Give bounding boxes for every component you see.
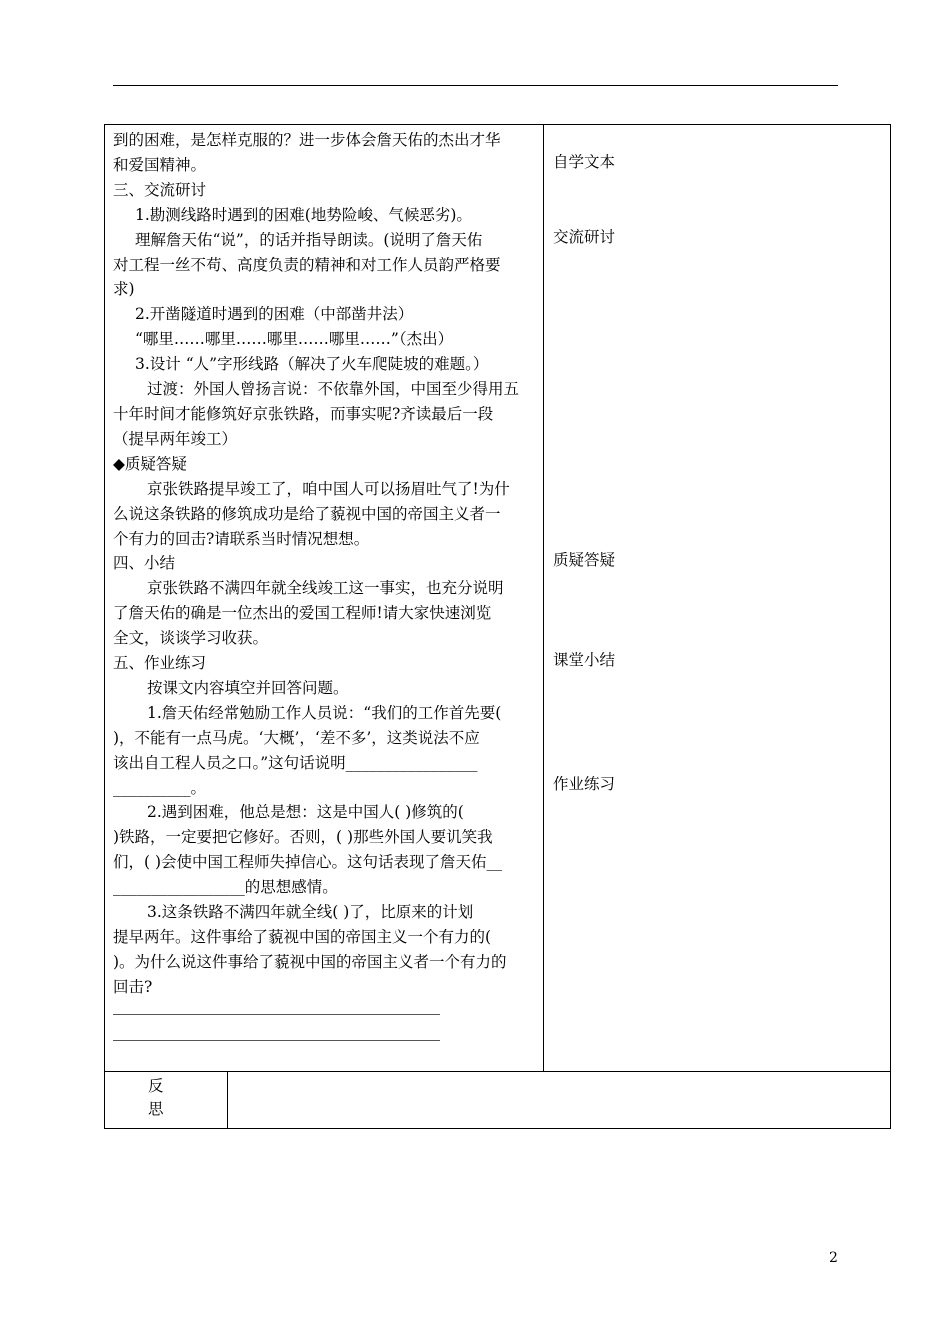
exercise-line: 1.詹天佑经常勉励工作人员说：“我们的工作首先要(	[147, 703, 502, 722]
side-label-discussion: 交流研讨	[553, 228, 616, 246]
content-line: 全文，谈谈学习收获。	[113, 629, 269, 648]
exercise-line: __________。	[113, 778, 207, 797]
section-heading: 三、交流研讨	[113, 180, 207, 199]
content-line: 求)	[113, 280, 135, 299]
exercise-line: 们，( )会使中国工程师失掉信心。这句话表现了詹天佑__	[113, 853, 503, 872]
section-heading: 五、作业练习	[113, 654, 207, 673]
answer-blank-line	[113, 1014, 440, 1015]
exercise-line: 回击?	[113, 977, 153, 996]
exercise-line: )，不能有一点马虎。‘大概’，‘差不多’，这类说法不应	[113, 728, 480, 747]
content-line: “哪里……哪里……哪里……哪里……”（杰出）	[135, 330, 454, 349]
exercise-line: )铁路，一定要把它修好。否则，( )那些外国人要讥笑我	[113, 828, 493, 847]
content-line: 个有力的回击?请联系当时情况想想。	[113, 529, 370, 548]
exercise-line: )。为什么说这件事给了藐视中国的帝国主义者一个有力的	[113, 952, 507, 971]
side-label-self-study: 自学文本	[553, 153, 616, 171]
content-line: 到的困难，是怎样克服的？进一步体会詹天佑的杰出才华	[113, 131, 501, 149]
reflection-column-divider	[227, 1071, 228, 1129]
content-line: 3.设计 “人”字形线路（解决了火车爬陡坡的难题。）	[135, 355, 489, 374]
content-line: 过渡：外国人曾扬言说：不依靠外国，中国至少得用五	[147, 380, 520, 399]
exercise-line: 3.这条铁路不满四年就全线( )了，比原来的计划	[147, 903, 474, 922]
reflection-label-char: 思	[148, 1100, 164, 1118]
section-heading: 四、小结	[113, 554, 176, 573]
side-label-summary: 课堂小结	[553, 651, 616, 669]
column-divider	[543, 124, 544, 1071]
content-line: （提早两年竣工）	[113, 429, 238, 448]
side-label-homework: 作业练习	[553, 775, 616, 793]
lesson-content	[113, 128, 538, 1000]
content-line: 京张铁路不满四年就全线竣工这一事实，也充分说明	[147, 579, 504, 598]
side-label-qa: 质疑答疑	[553, 551, 616, 569]
content-line: 京张铁路提早竣工了，咱中国人可以扬眉吐气了!为什	[147, 479, 510, 498]
exercise-line: 2.遇到困难，他总是想：这是中国人( )修筑的(	[147, 803, 464, 822]
content-line: 和爱国精神。	[113, 155, 207, 174]
content-line: 对工程一丝不苟、高度负责的精神和对工作人员韵严格要	[113, 255, 501, 274]
reflection-row-divider	[104, 1071, 891, 1072]
exercise-line: 该出自工程人员之口。”这句话说明_________________	[113, 753, 478, 772]
content-line: 2.开凿隧道时遇到的困难（中部凿井法）	[135, 305, 414, 324]
content-line: 么说这条铁路的修筑成功是给了藐视中国的帝国主义者一	[113, 504, 501, 523]
answer-blank-line	[113, 1040, 440, 1041]
reflection-label-char: 反	[148, 1077, 164, 1095]
exercise-line: 提早两年。这件事给了藐视中国的帝国主义一个有力的(	[113, 928, 492, 946]
page-number: 2	[829, 1250, 838, 1266]
content-line: 十年时间才能修筑好京张铁路，而事实呢?齐读最后一段	[113, 404, 494, 423]
content-line: 理解詹天佑“说”，的话并指导朗读。(说明了詹天佑	[135, 230, 483, 249]
content-line: 了詹天佑的确是一位杰出的爱国工程师!请大家快速浏览	[113, 604, 492, 623]
content-line: 按课文内容填空并回答问题。	[147, 678, 349, 697]
header-rule	[113, 85, 838, 86]
exercise-line: _________________的思想感情。	[113, 878, 338, 897]
content-line: 1.勘测线路时遇到的困难(地势险峻、气候恶劣)。	[135, 205, 472, 224]
section-heading: ◆质疑答疑	[113, 454, 187, 473]
